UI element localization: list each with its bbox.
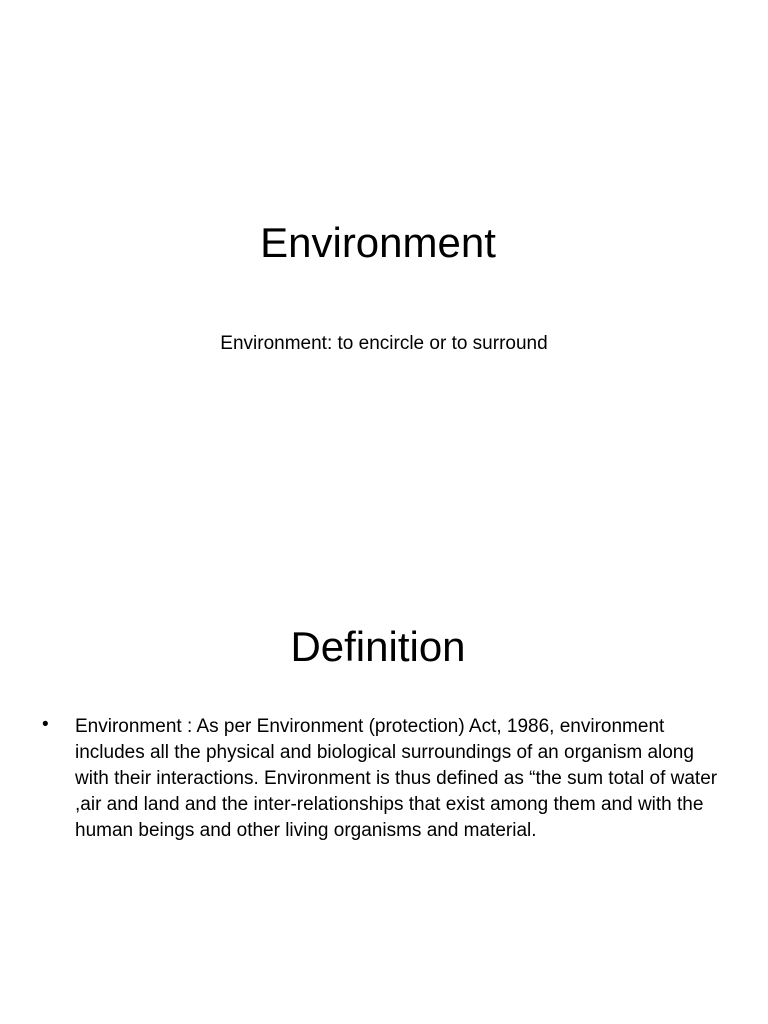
bullet-text: Environment : As per Environment (protection) Act, 1986, environment includes all the physical and biological surroundings of an organism along with their interactions. Environment is thus defined as “the sum total of water ,air and land and the inter-relationships that exist among them and with the human beings and other living organisms and material.: [75, 716, 718, 841]
slide-title: Environment: [260, 219, 496, 266]
bullet-list: [40, 714, 730, 844]
list-item: [40, 714, 730, 844]
bullet-icon: •: [42, 714, 49, 735]
slide-subtitle: Environment: to encircle or to surround: [220, 333, 548, 354]
slide-title: Definition: [290, 623, 466, 670]
slide-definition: [0, 512, 768, 1024]
